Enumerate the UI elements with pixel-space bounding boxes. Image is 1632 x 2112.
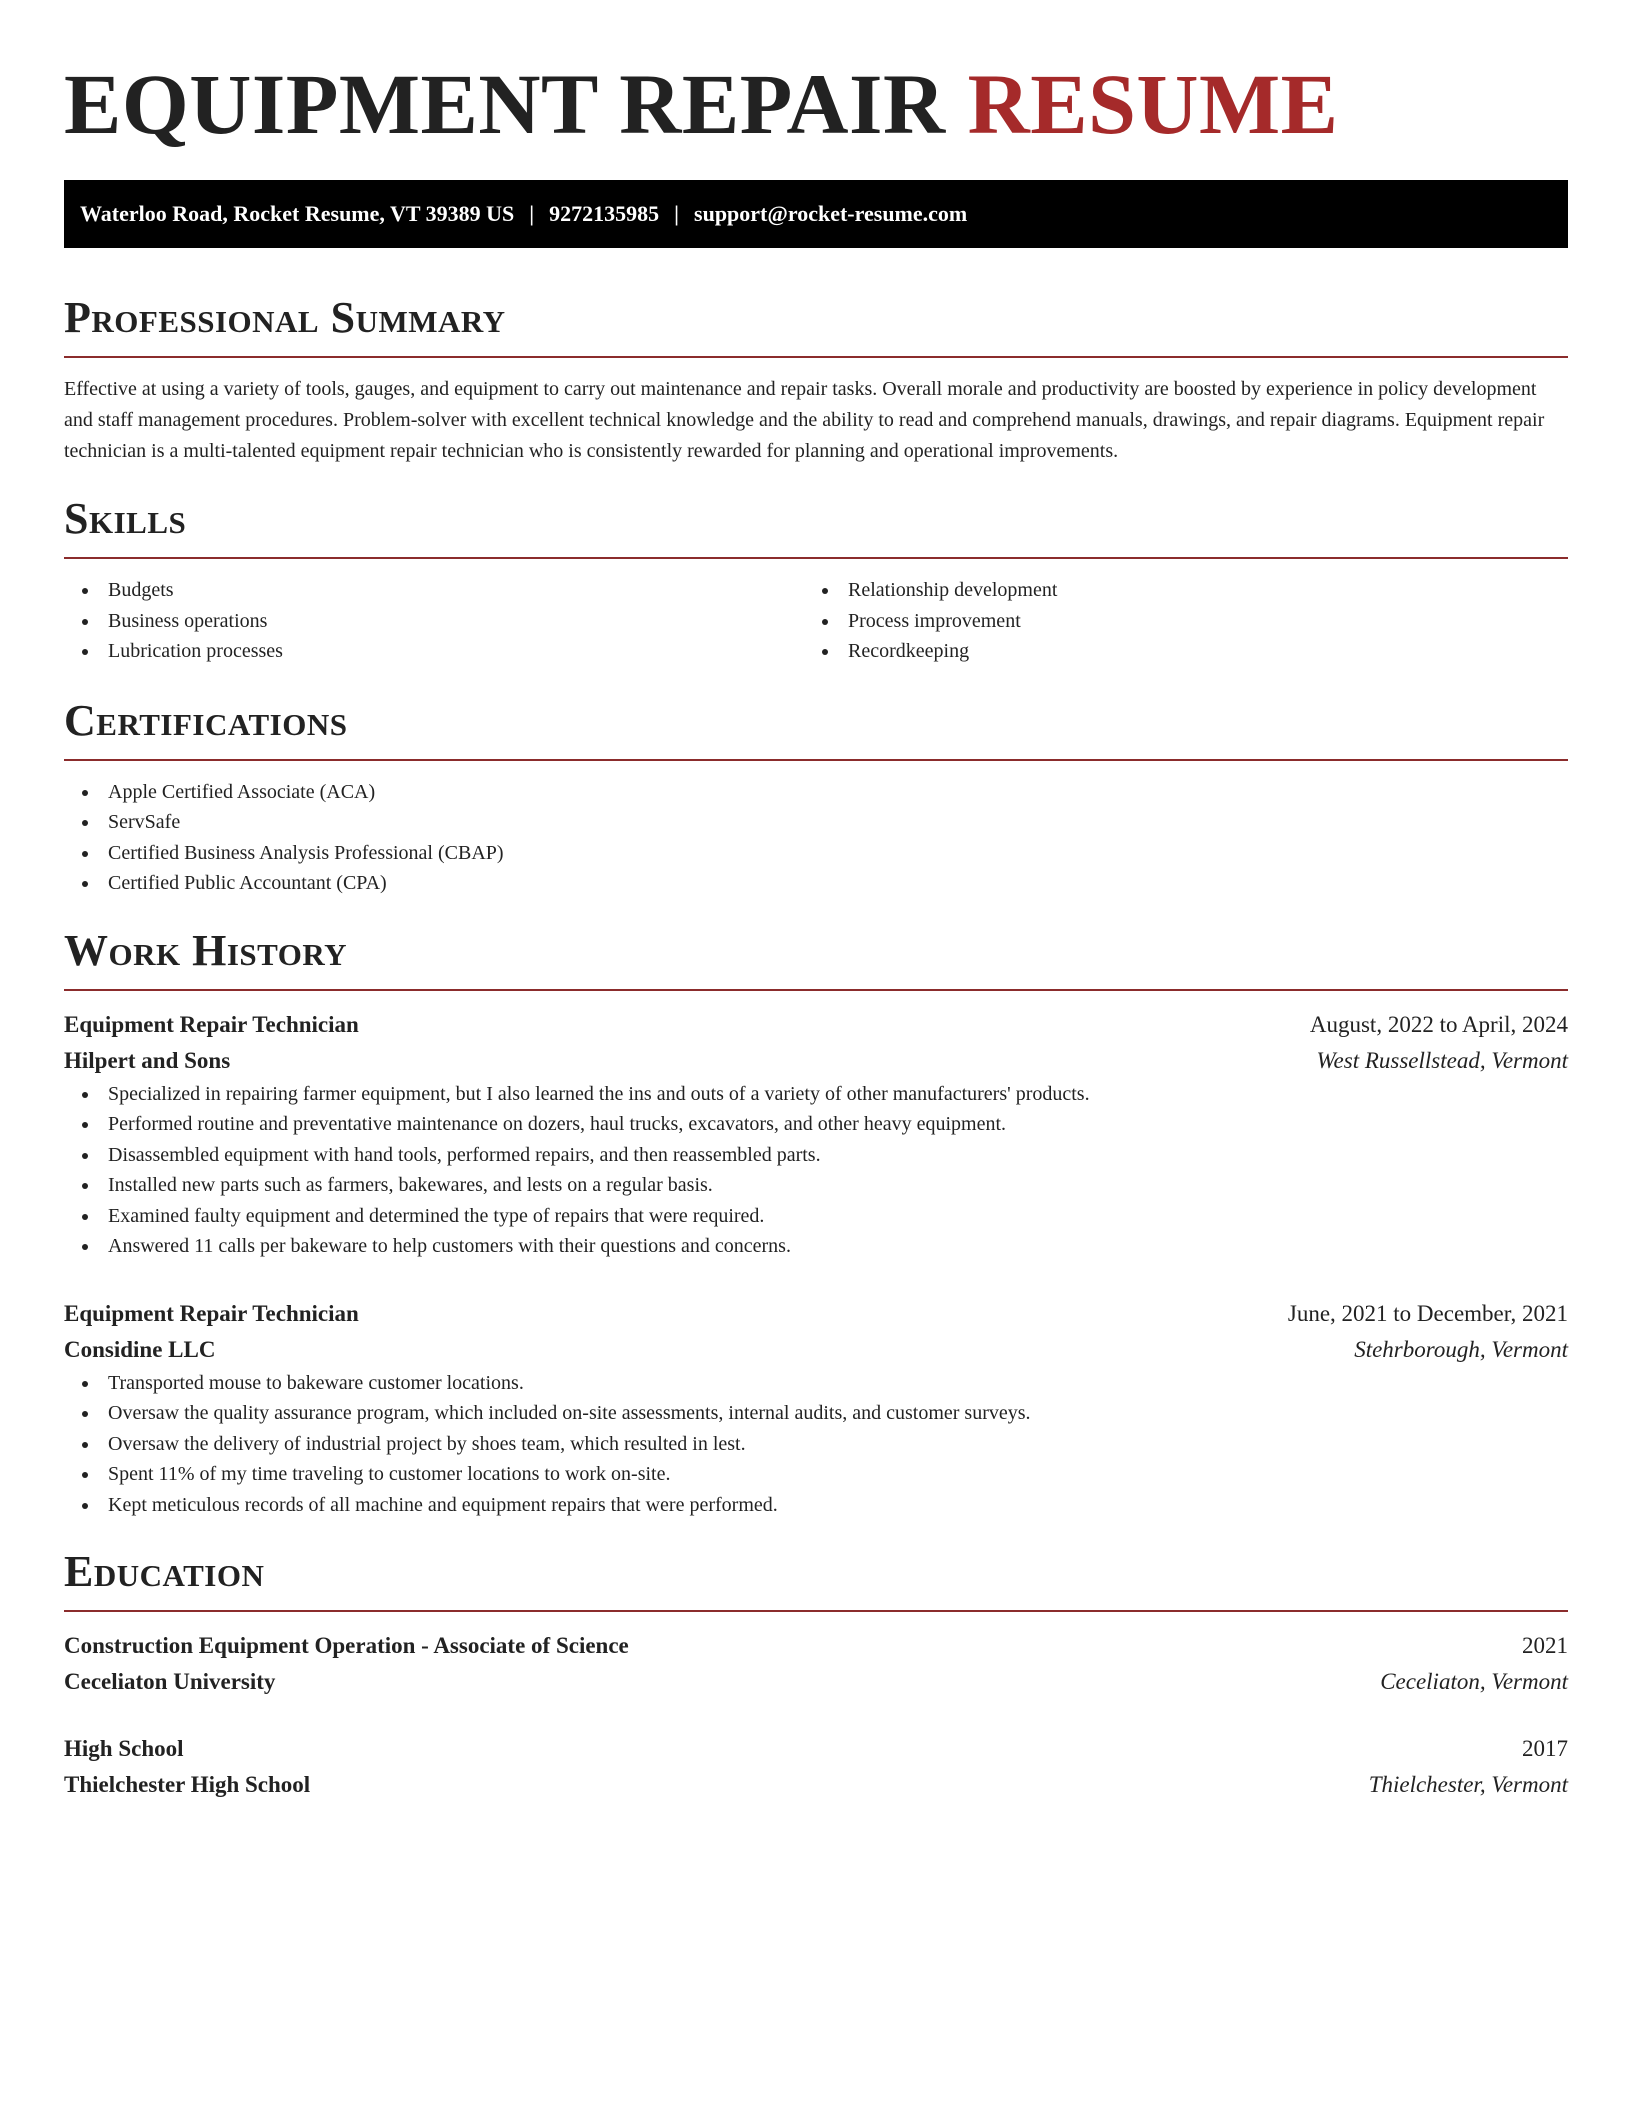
skills-list-left [64, 575, 804, 667]
contact-phone: 9272135985 [549, 201, 660, 226]
skills-section [64, 493, 1568, 667]
job-company-row [64, 1332, 1568, 1368]
section-divider [64, 989, 1568, 991]
contact-separator: | [674, 201, 680, 226]
contact-bar [64, 180, 1568, 248]
certifications-section [64, 695, 1568, 899]
job-company: Hilpert and Sons [64, 1047, 231, 1073]
section-divider [64, 1610, 1568, 1612]
skill-item: Process improvement [804, 606, 1544, 637]
summary-text: Effective at using a variety of tools, gauges, and equipment to carry out maintenance and repair tasks. Overall morale and productivity are boosted by experience in policy development and staff management procedures. Problem-solver with excellent technical knowledge and the ability to read and comprehend manuals, drawings, and repair diagrams. Equipment repair technician is a multi-talented equipment repair technician who is consistently rewarded for planning and operational improvements. [64, 378, 1545, 462]
certification-item: Apple Certified Associate (ACA) [64, 777, 1568, 808]
job-header-row [64, 1296, 1568, 1332]
job-location: Stehrborough, Vermont [1354, 1336, 1568, 1362]
job-duty: Specialized in repairing farmer equipment, but I also learned the ins and outs of a variety of other manufacturers' products. [64, 1079, 1568, 1110]
job-dates: June, 2021 to December, 2021 [1287, 1300, 1568, 1326]
work-history-section [64, 925, 1568, 1521]
job-entry [64, 1296, 1568, 1521]
summary-section [64, 292, 1568, 467]
contact-address: Waterloo Road, Rocket Resume, VT 39389 US [80, 201, 515, 226]
job-duty: Disassembled equipment with hand tools, performed repairs, and then reassembled parts. [64, 1140, 1568, 1171]
education-school: Ceceliaton University [64, 1669, 276, 1694]
education-location: Thielchester, Vermont [1368, 1772, 1568, 1797]
education-header-row [64, 1731, 1568, 1767]
skill-item: Recordkeeping [804, 636, 1544, 667]
skill-item: Business operations [64, 606, 804, 637]
job-duty: Transported mouse to bakeware customer locations. [64, 1368, 1568, 1399]
education-heading: Education [64, 1547, 265, 1596]
job-entry [64, 1007, 1568, 1262]
section-divider [64, 557, 1568, 559]
skill-item: Lubrication processes [64, 636, 804, 667]
contact-separator: | [529, 201, 535, 226]
education-location: Ceceliaton, Vermont [1380, 1669, 1568, 1694]
job-duty: Oversaw the delivery of industrial project by shoes team, which resulted in lest. [64, 1429, 1568, 1460]
education-school-row [64, 1767, 1568, 1803]
job-dates: August, 2022 to April, 2024 [1309, 1011, 1568, 1037]
title-accent: RESUME [967, 56, 1339, 152]
job-duty: Installed new parts such as farmers, bakewares, and lests on a regular basis. [64, 1170, 1568, 1201]
job-duty: Answered 11 calls per bakeware to help customers with their questions and concerns. [64, 1231, 1568, 1262]
education-section [64, 1546, 1568, 1803]
education-school-row [64, 1664, 1568, 1700]
summary-heading: Professional Summary [64, 293, 506, 342]
education-year: 2017 [1522, 1736, 1568, 1761]
section-divider [64, 356, 1568, 358]
job-company-row [64, 1043, 1568, 1079]
skills-grid [64, 575, 1568, 667]
education-degree: Construction Equipment Operation - Associate of Science [64, 1633, 629, 1658]
skill-item: Relationship development [804, 575, 1544, 606]
job-header-row [64, 1007, 1568, 1043]
resume-title [64, 58, 1568, 150]
contact-email: support@rocket-resume.com [694, 201, 968, 226]
certification-item: Certified Business Analysis Professional (CBAP) [64, 838, 1568, 869]
job-title: Equipment Repair Technician [64, 1011, 359, 1037]
skills-list-right [804, 575, 1544, 667]
education-year: 2021 [1522, 1633, 1568, 1658]
education-entry [64, 1731, 1568, 1803]
job-company: Considine LLC [64, 1336, 216, 1362]
job-duty: Kept meticulous records of all machine and equipment repairs that were performed. [64, 1490, 1568, 1521]
education-school: Thielchester High School [64, 1772, 311, 1797]
certification-item: ServSafe [64, 807, 1568, 838]
resume-page [64, 0, 1568, 1803]
job-duty: Oversaw the quality assurance program, which included on-site assessments, internal audits, and customer surveys. [64, 1398, 1568, 1429]
job-duty: Examined faulty equipment and determined the type of repairs that were required. [64, 1201, 1568, 1232]
certifications-heading: Certifications [64, 695, 348, 745]
work-history-heading: Work History [64, 925, 348, 975]
job-location: West Russellstead, Vermont [1316, 1047, 1568, 1073]
section-divider [64, 759, 1568, 761]
education-degree: High School [64, 1736, 184, 1761]
job-title: Equipment Repair Technician [64, 1300, 359, 1326]
job-duty: Spent 11% of my time traveling to customer locations to work on-site. [64, 1459, 1568, 1490]
education-header-row [64, 1628, 1568, 1664]
job-duty: Performed routine and preventative maintenance on dozers, haul trucks, excavators, and other heavy equipment. [64, 1109, 1568, 1140]
certifications-list [64, 777, 1568, 899]
job-duties-list [64, 1368, 1568, 1521]
skills-heading: Skills [64, 494, 187, 543]
certification-item: Certified Public Accountant (CPA) [64, 868, 1568, 899]
skill-item: Budgets [64, 575, 804, 606]
education-entry [64, 1628, 1568, 1700]
job-duties-list [64, 1079, 1568, 1262]
title-main: EQUIPMENT REPAIR [64, 56, 946, 152]
